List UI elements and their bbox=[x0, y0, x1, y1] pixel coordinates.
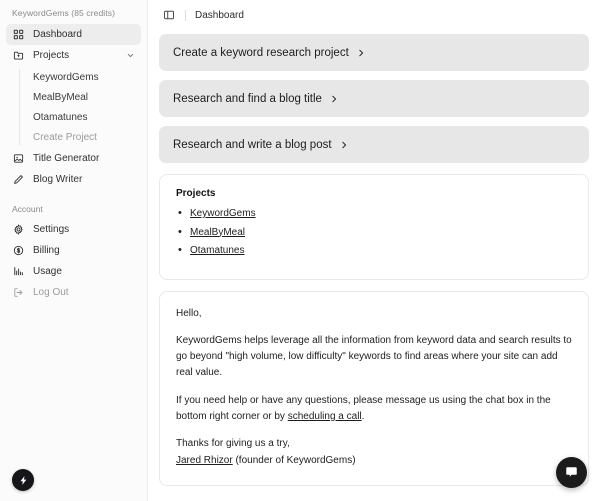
sidebar-item-label: Projects bbox=[33, 49, 70, 61]
logout-icon bbox=[12, 286, 25, 299]
project-link-otamatunes[interactable]: Otamatunes bbox=[190, 245, 245, 256]
welcome-message-panel bbox=[159, 291, 589, 486]
projects-list bbox=[176, 208, 572, 258]
sidebar-item-label: Dashboard bbox=[33, 28, 82, 40]
primary-nav bbox=[0, 24, 147, 303]
help-paragraph bbox=[176, 393, 572, 426]
sidebar-item-billing[interactable] bbox=[6, 240, 141, 261]
scheduling-call-link[interactable]: scheduling a call bbox=[287, 410, 362, 422]
intro-paragraph: KeywordGems helps leverage all the information from keyword data and search results to go beyond "high volume, low difficulty" keywords to find areas where your site can add real value. bbox=[176, 334, 572, 379]
projects-panel bbox=[159, 174, 589, 280]
chevron-right-icon bbox=[356, 48, 366, 58]
chevron-down-icon[interactable] bbox=[126, 51, 135, 60]
sidebar-subitem-otamatunes[interactable]: Otamatunes bbox=[33, 111, 88, 123]
sidebar-item-label: Blog Writer bbox=[33, 173, 83, 185]
action-card-research-find-blog-title[interactable] bbox=[159, 80, 589, 117]
sidebar-item-label: Title Generator bbox=[33, 152, 100, 164]
project-link-keywordgems[interactable]: KeywordGems bbox=[190, 208, 256, 219]
action-card-label: Research and write a blog post bbox=[173, 138, 332, 151]
signoff-paragraph bbox=[176, 436, 572, 469]
founder-link[interactable]: Jared Rhizor bbox=[176, 454, 233, 466]
action-card-research-write-blog-post[interactable] bbox=[159, 126, 589, 163]
list-item bbox=[176, 245, 572, 258]
sidebar-item-label: Settings bbox=[33, 223, 70, 235]
lightning-bolt-icon[interactable] bbox=[12, 469, 34, 491]
sidebar-item-label: Usage bbox=[33, 265, 62, 277]
folder-icon bbox=[12, 49, 25, 62]
sidebar-item-label: Log Out bbox=[33, 286, 69, 298]
sidebar-item-title-generator[interactable] bbox=[6, 148, 141, 169]
account-section-label: Account bbox=[12, 204, 43, 214]
sidebar-item-usage[interactable] bbox=[6, 261, 141, 282]
sidebar-subitem-mealbymeal[interactable]: MealByMeal bbox=[33, 91, 89, 103]
sidebar bbox=[0, 0, 148, 501]
thanks-text: Thanks for giving us a try, bbox=[176, 438, 290, 450]
pencil-icon bbox=[12, 173, 25, 186]
sidebar-item-blog-writer[interactable] bbox=[6, 169, 141, 190]
sidebar-item-settings[interactable] bbox=[6, 219, 141, 240]
projects-panel-title: Projects bbox=[176, 188, 216, 199]
chat-bubble-icon[interactable] bbox=[556, 457, 587, 488]
topbar bbox=[148, 0, 600, 30]
sidebar-panel-icon[interactable] bbox=[162, 8, 176, 22]
list-item bbox=[176, 208, 572, 221]
help-text-after: . bbox=[361, 410, 365, 422]
list-item bbox=[176, 227, 572, 240]
breadcrumb: Dashboard bbox=[195, 9, 244, 21]
help-text-before: If you need help or have any questions, please message us using the chat box in the bottom right corner or by bbox=[176, 394, 551, 422]
sidebar-footer bbox=[0, 469, 147, 501]
action-card-label: Create a keyword research project bbox=[173, 46, 349, 59]
sidebar-subitem-keywordgems[interactable]: KeywordGems bbox=[33, 71, 99, 83]
sidebar-item-dashboard[interactable] bbox=[6, 24, 141, 45]
chevron-right-icon bbox=[329, 94, 339, 104]
sidebar-subitem-create-project[interactable]: Create Project bbox=[33, 131, 97, 143]
projects-subnav bbox=[0, 67, 147, 147]
sidebar-item-projects[interactable] bbox=[6, 45, 141, 66]
workspace-credits-label: KeywordGems (85 credits) bbox=[12, 8, 116, 18]
dollar-circle-icon bbox=[12, 244, 25, 257]
main-area bbox=[148, 0, 600, 501]
grid-icon bbox=[12, 28, 25, 41]
gear-icon bbox=[12, 223, 25, 236]
sidebar-item-label: Billing bbox=[33, 244, 60, 256]
bar-chart-icon bbox=[12, 265, 25, 278]
chevron-right-icon bbox=[339, 140, 349, 150]
breadcrumb-separator bbox=[185, 10, 186, 21]
image-square-icon bbox=[12, 152, 25, 165]
founder-title-text: (founder of KeywordGems) bbox=[232, 454, 356, 466]
action-card-label: Research and find a blog title bbox=[173, 92, 322, 105]
sidebar-item-log-out[interactable] bbox=[6, 282, 141, 303]
action-card-create-keyword-research-project[interactable] bbox=[159, 34, 589, 71]
greeting-text: Hello, bbox=[176, 307, 202, 319]
project-link-mealbymeal[interactable]: MealByMeal bbox=[190, 226, 246, 238]
dashboard-content bbox=[148, 30, 600, 501]
